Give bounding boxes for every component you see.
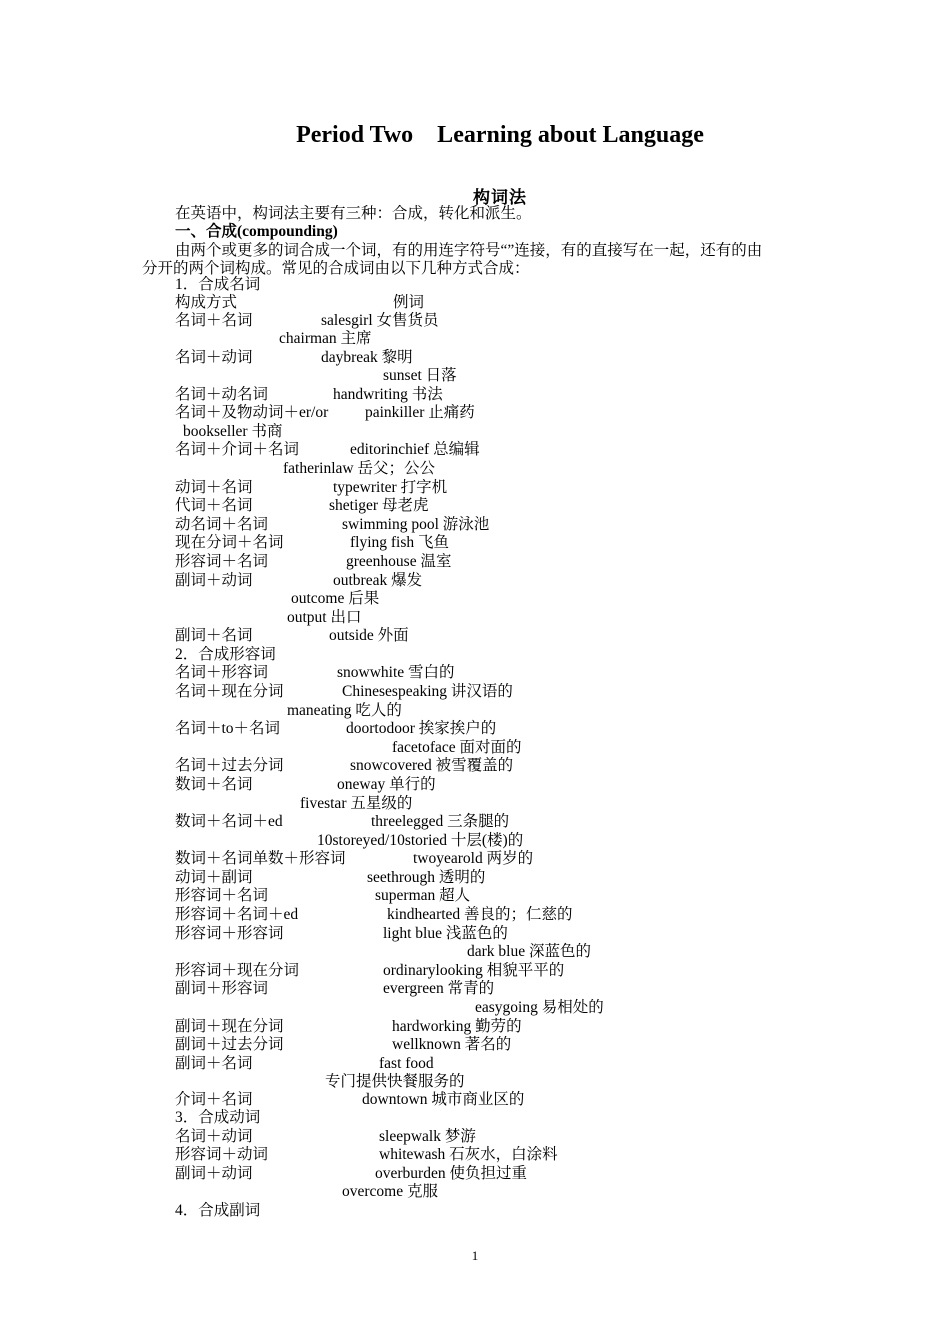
noun-example: chairman 主席: [279, 330, 372, 347]
sub-heading-compound-nouns: 1．合成名词: [175, 276, 261, 293]
noun-example: outbreak 爆发: [333, 572, 423, 589]
adjective-example: dark blue 深蓝色的: [467, 943, 591, 960]
noun-method: 名词＋介词＋名词: [175, 441, 300, 458]
noun-example: outside 外面: [329, 627, 409, 644]
adjective-example: easygoing 易相处的: [475, 999, 604, 1016]
adjective-example: 专门提供快餐服务的: [325, 1073, 465, 1090]
noun-method: 动词＋名词: [175, 479, 253, 496]
adjective-example: wellknown 著名的: [392, 1036, 512, 1053]
noun-example: bookseller 书商: [183, 423, 283, 440]
noun-example: shetiger 母老虎: [329, 497, 429, 514]
adjective-method: 名词＋形容词: [175, 664, 269, 681]
adjective-method: 形容词＋名词＋ed: [175, 906, 299, 923]
adjective-example: Chinesespeaking 讲汉语的: [342, 683, 513, 700]
adjective-method: 副词＋现在分词: [175, 1018, 284, 1035]
noun-method: 形容词＋名词: [175, 553, 269, 570]
noun-method: 名词＋动词: [175, 349, 253, 366]
noun-example: typewriter 打字机: [333, 479, 448, 496]
page-title: Period Two Learning about Language: [296, 122, 704, 148]
column-header-method: 构成方式: [175, 294, 238, 311]
adjective-method: 数词＋名词＋ed: [175, 813, 283, 830]
noun-method: 名词＋及物动词＋er/or: [175, 404, 329, 421]
verb-example: overcome 克服: [342, 1183, 438, 1200]
adjective-example: seethrough 透明的: [367, 869, 486, 886]
noun-method: 名词＋名词: [175, 312, 253, 329]
adjective-example: twoyearold 两岁的: [413, 850, 534, 867]
verb-method: 形容词＋动词: [175, 1146, 269, 1163]
part1-heading: 一、合成(compounding): [175, 223, 338, 240]
noun-example: outcome 后果: [291, 590, 380, 607]
noun-method: 副词＋动词: [175, 572, 253, 589]
adjective-example: hardworking 勤劳的: [392, 1018, 522, 1035]
section-title: 构词法: [473, 188, 527, 207]
adjective-example: light blue 浅蓝色的: [383, 925, 508, 942]
part1-description-line1: 由两个或更多的词合成一个词，有的用连字符号“”连接，有的直接写在一起，还有的由: [175, 242, 763, 259]
column-header-example: 例词: [393, 294, 425, 311]
adjective-example: snowwhite 雪白的: [337, 664, 455, 681]
sub-heading-compound-adjectives: 2．合成形容词: [175, 646, 276, 663]
noun-method: 动名词＋名词: [175, 516, 269, 533]
intro-paragraph: 在英语中，构词法主要有三种：合成，转化和派生。: [175, 205, 532, 222]
adjective-method: 副词＋名词: [175, 1055, 253, 1072]
adjective-method: 数词＋名词: [175, 776, 253, 793]
noun-method: 名词＋动名词: [175, 386, 269, 403]
adjective-example: oneway 单行的: [337, 776, 436, 793]
adjective-example: kindhearted 善良的；仁慈的: [387, 906, 573, 923]
adjective-example: snowcovered 被雪覆盖的: [350, 757, 514, 774]
adjective-example: superman 超人: [375, 887, 471, 904]
adjective-example: threelegged 三条腿的: [371, 813, 510, 830]
verb-method: 名词＋动词: [175, 1128, 253, 1145]
noun-example: flying fish 飞鱼: [350, 534, 450, 551]
adjective-example: ordinarylooking 相貌平平的: [383, 962, 565, 979]
adjective-example: fivestar 五星级的: [300, 795, 413, 812]
verb-example: overburden 使负担过重: [375, 1165, 527, 1182]
adjective-example: evergreen 常青的: [383, 980, 495, 997]
page-number: 1: [471, 1248, 479, 1263]
adjective-method: 形容词＋形容词: [175, 925, 284, 942]
noun-method: 副词＋名词: [175, 627, 253, 644]
noun-example: swimming pool 游泳池: [342, 516, 490, 533]
adjective-method: 名词＋to＋名词: [175, 720, 281, 737]
adjective-example: 10storeyed/10storied 十层(楼)的: [317, 832, 524, 849]
adjective-example: doortodoor 挨家挨户的: [346, 720, 497, 737]
adjective-method: 动词＋副词: [175, 869, 253, 886]
sub-heading-compound-verbs: 3．合成动词: [175, 1109, 261, 1126]
adjective-method: 名词＋现在分词: [175, 683, 284, 700]
noun-method: 现在分词＋名词: [175, 534, 284, 551]
noun-example: salesgirl 女售货员: [321, 312, 439, 329]
noun-example: handwriting 书法: [333, 386, 443, 403]
adjective-method: 形容词＋名词: [175, 887, 269, 904]
adjective-example: downtown 城市商业区的: [362, 1091, 525, 1108]
adjective-method: 数词＋名词单数＋形容词: [175, 850, 346, 867]
noun-example: editorinchief 总编辑: [350, 441, 480, 458]
adjective-method: 介词＋名词: [175, 1091, 253, 1108]
adjective-example: fast food: [379, 1055, 434, 1072]
verb-method: 副词＋动词: [175, 1165, 253, 1182]
noun-method: 代词＋名词: [175, 497, 253, 514]
adjective-method: 副词＋形容词: [175, 980, 269, 997]
noun-example: output 出口: [287, 609, 362, 626]
noun-example: sunset 日落: [383, 367, 457, 384]
verb-example: whitewash 石灰水，白涂料: [379, 1146, 558, 1163]
noun-example: daybreak 黎明: [321, 349, 413, 366]
adjective-example: maneating 吃人的: [287, 702, 402, 719]
noun-example: painkiller 止痛药: [365, 404, 475, 421]
noun-example: greenhouse 温室: [346, 553, 452, 570]
adjective-method: 名词＋过去分词: [175, 757, 284, 774]
sub-heading-compound-adverbs: 4．合成副词: [175, 1202, 261, 1219]
noun-example: fatherinlaw 岳父；公公: [283, 460, 435, 477]
adjective-method: 副词＋过去分词: [175, 1036, 284, 1053]
verb-example: sleepwalk 梦游: [379, 1128, 476, 1145]
adjective-example: facetoface 面对面的: [392, 739, 522, 756]
adjective-method: 形容词＋现在分词: [175, 962, 300, 979]
part1-description-line2: 分开的两个词构成。常见的合成词由以下几种方式合成：: [142, 260, 530, 277]
